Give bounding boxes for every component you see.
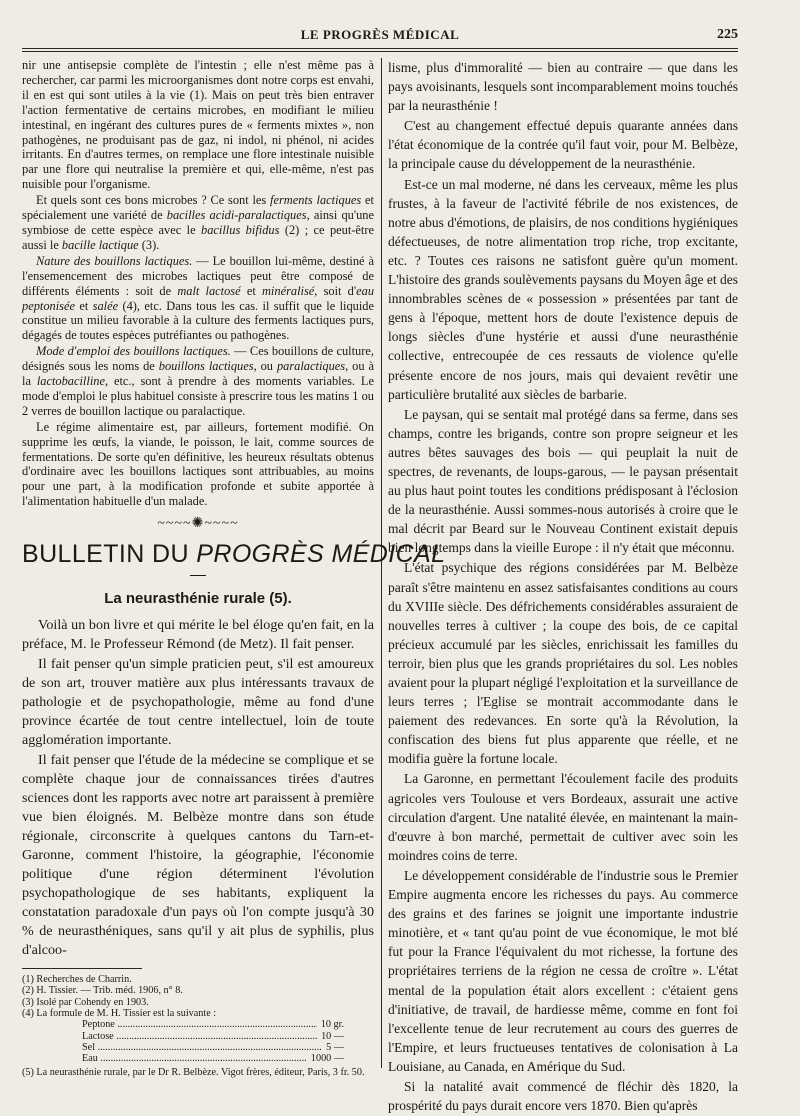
paragraph-changement: C'est au changement effectué depuis quarante années dans l'état économique de la contrée qu'il faut voir, pour M. Belbèze, la principale cause du développement de la neurasthénie. xyxy=(388,118,738,172)
recipe-row: Eau ..... 1000 — xyxy=(82,1053,344,1064)
footnote-1: (1) Recherches de Charrin. xyxy=(22,974,132,986)
recipe-row: Sel ..... 5 — xyxy=(82,1042,344,1053)
paragraph-etude-medecine: Il fait penser que l'étude de la médecine se complique et se complète chaque jour de connaissances tirées d'autres sciences dont les rapports avec notre art paraissent à première vue bien éloignés. M. Belbèze montre dans son étude régionale, circonscrite à quelques cantons du Tarn-et-Garonne, comment l'histoire, la géographie, l'économie politique d'une région déterminent l'évolution psychopathologique de ses habitants, expliquent la constatation paradoxale d'un pays où l'on compte jusqu'à 30 % de neurasthéniques, sans qu'il y ait plus de syphilis, plus d'alcoo- xyxy=(22,752,374,959)
recipe-row: Lactose ..... 10 — xyxy=(82,1031,344,1042)
bulletin-dash xyxy=(190,575,206,576)
paragraph-etat-psychique: L'état psychique des régions considérées par M. Belbèze paraît s'être maintenu en assez satisfaisantes conditions au cours du XVIIIe siècle. Des défrichements considérables assuraient de nouvelles terres à cultiver ; la coupe des bois, de ce capital précieux accumulé par les siècles, enrichissait les familles du terroir, bien plus que les grands propriétaires du sol. Les nobles avaient pour la plupart négligé l'exploitation et la surveillance de leurs terres ; l'Eglise se montrait accommodante dans le paiement des redevances. En sorte qu'à la Révolution, la confiscation des biens fut plus apparente que réelle, et ne modifia guère la fortune locale. xyxy=(388,560,738,767)
paragraph-alcoolisme: lisme, plus d'immoralité — bien au contraire — que dans les pays avoisinants, lesquels sont incomparablement moins touchés par la neurasthénie ! xyxy=(388,60,738,114)
footnote-rule xyxy=(22,968,142,969)
paragraph-regime: Le régime alimentaire est, par ailleurs, fortement modifié. On supprime les œufs, la viande, le poisson, le lait, comme sources de fermentations. De sorte qu'en définitive, les heureux résultats obtenus d'ordinaire avec les bouillons lactiques sont attribuables, au moins pour une part, à la modification profonde et subite apportée à l'alimentation habituelle d'un malade. xyxy=(22,419,374,509)
header-rule-bottom xyxy=(22,51,738,52)
paragraph-developpement: Le développement considérable de l'industrie sous le Premier Empire augmenta encore les richesses du pays. Au commerce des grains et des farines se joignit une importante industrie minotière, et « tant qu'au point de vue économique, le mot blé fut pour la France l'équivalent du mot richesse, la fortune des propriétaires terriens de la région ne cessa de croître ». L'état mental de la population était alors excellent : c'étaient gens d'initiative, de travail, de hardiesse même, comme en font foi l'excellente tenue de leur recrutement au cours des guerres de l'Empire, et leurs fructueuses tentatives de colonisation à La Louisiane, au Canada, en Amérique du Sud. xyxy=(388,867,738,1074)
footnote-2: (2) H. Tissier. — Trib. méd. 1906, n° 8. xyxy=(22,985,183,997)
paragraph-bon-livre: Voilà un bon livre et qui mérite le bel éloge qu'en fait, en la préface, M. le Professeur Rémond (de Metz). Il fait penser. xyxy=(22,617,374,653)
paragraph-simple-praticien: Il fait penser qu'un simple praticien peut, s'il est amoureux de son art, trouver matière aux plus intéressants travaux de pathologie et de psychopathologie, même au fond d'une province écartée de tout centre intellectuel, loin de toute agglomération importante. xyxy=(22,656,374,749)
paragraph-garonne: La Garonne, en permettant l'écoulement facile des produits agricoles vers Toulouse et vers Bordeaux, assurait une active circulation d'argent. Une natalité élevée, en maintenant la main-d'œuvre à bon marché, permettait de cultiver avec soin les moindres coins de terre. xyxy=(388,771,738,863)
paragraph-nature-bouillons: Nature des bouillons lactiques. — Le bouillon lui-même, destiné à l'ensemencement des microbes lactiques peut être composé de différents éléments : soit de malt lactosé et minéralisé, soit d'eau peptonisée et salée (4), etc. Dans tous les cas. il suffit que le liquide constitue un milieu favorable à la culture des ferments lactiques purs, dégagés de toutes espèces putréfiantes ou pathogènes. xyxy=(22,253,375,343)
journal-title: LE PROGRÈS MÉDICAL xyxy=(300,27,460,42)
left-column xyxy=(22,58,446,1078)
paragraph-mal-moderne: Est-ce un mal moderne, né dans les cerveaux, même les plus frustes, à la faveur de l'activité fébrile de nos existences, de notre abus d'émotions, de plaisirs, de nos conditions hygiéniques défectueuses, de notre alimentation trop riche, trop excitante, etc. ? Toutes ces raisons ne satisfont guère qu'un moment. L'histoire des grands soulèvements paysans du Moyen âge et des innombrables scènes de « possession » présentées par tant de gens à l'époque, mettent hors de doute l'existence depuis de longs siècles d'une hystérie et aussi d'une neurasthénie collective, entrecoupée de ces ressauts de violence qu'elle présente encore de nos jours, mais qui devaient revêtir une particulière brutalité aux siècles de barbarie. xyxy=(388,176,738,402)
page-number: 225 xyxy=(717,27,738,42)
footnote-5: (5) La neurasthénie rurale, par le Dr R. Belbèze. Vigot frères, éditeur, Paris, 3 fr. 50. xyxy=(22,1066,365,1078)
paragraph-natalite: Si la natalité avait commencé de fléchir dès 1820, la prospérité du pays durait encore vers 1870. Bien qu'après xyxy=(388,1078,738,1114)
footnote-3: (3) Isolé par Cohendy en 1903. xyxy=(22,996,149,1008)
footnote-4: (4) La formule de M. H. Tissier est la suivante : xyxy=(22,1008,217,1020)
recipe-row: Peptone ..... 10 gr. xyxy=(82,1019,344,1030)
subheading-mode-emploi: Mode d'emploi des bouillons lactiques. xyxy=(36,344,231,359)
paragraph-bons-microbes: Et quels sont ces bons microbes ? Ce sont les ferments lactiques et spécialement une variété de bacilles acidi-paralactiques, ainsi qu'une symbiose de cette espèce avec le bacillus bifidus (2) ; ce peut-être aussi le bacille lactique (3). xyxy=(22,193,374,252)
running-header xyxy=(22,24,738,46)
paragraph-antisepsie: nir une antisepsie complète de l'intestin ; elle n'est même pas à rechercher, car parmi les microorganismes dont notre corps est envahi, il en est qui sont utiles à la vie (1). Mais on peut très bien entraver l'action fermentative de certains microbes, en modifiant le milieu intestinal, en ingérant des cultures pures de « ferments mixtes », non pathogènes, ne produisant pas de gaz, ni indol, ni phénol, ni acides irritants. En d'autres termes, on remplace une flore intestinale nuisible par une flore qui neutralise la première et qui, elle-même, n'est pas nuisible pour l'organisme. xyxy=(22,58,374,192)
paragraph-paysan: Le paysan, qui se sentait mal protégé dans sa ferme, dans ses champs, contre les brigands, contre son propre seigneur et les autres bêtes sauvages des bois — qui peuplait la nuit de spectres, de revenants, de loups-garous, — le paysan présentait au plus haut point toutes les conditions prédisposant à l'éclosion de la neurasthénie. Aussi sommes-nous autorisés à croire que le mal décrit par Beard sur le Nouveau Continent existait depuis bien longtemps dans la vieille Europe : il n'y était que méconnu. xyxy=(388,406,738,556)
paragraph-mode-emploi: Mode d'emploi des bouillons lactiques. — Ces bouillons de culture, désignés sous les noms de bouillons lactiques, ou paralactiques, ou à la lactobacilline, etc., sont à prendre à des moments variables. Le mode d'emploi le plus habituel consiste à prescrire tous les matins 1 ou 2 verres de bouillon lactique ou paralactique. xyxy=(22,344,374,418)
header-rule-top xyxy=(22,48,738,49)
recipe-table xyxy=(82,1019,344,1064)
right-column xyxy=(388,58,738,1116)
subheading-nature: Nature des bouillons lactiques. xyxy=(36,253,193,268)
ornament-divider: ~~~~✺~~~~ xyxy=(157,516,239,532)
bulletin-heading: BULLETIN DU PROGRÈS MÉDICAL xyxy=(22,540,446,569)
article-title: La neurasthénie rurale (5). xyxy=(104,590,292,608)
